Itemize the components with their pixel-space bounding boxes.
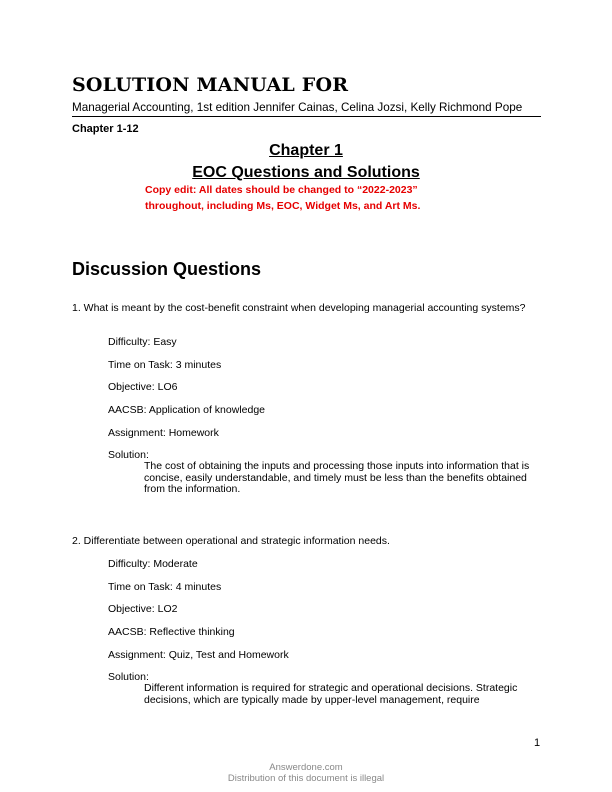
chapter-subtitle: EOC Questions and Solutions: [192, 164, 420, 181]
objective: Objective: LO2: [108, 603, 178, 615]
section-heading: Discussion Questions: [72, 259, 262, 279]
aacsb: AACSB: Application of knowledge: [108, 404, 266, 416]
time-on-task: Time on Task: 4 minutes: [108, 581, 222, 593]
aacsb: AACSB: Reflective thinking: [108, 626, 235, 638]
time-on-task: Time on Task: 3 minutes: [108, 359, 222, 371]
solution-label: Solution:: [108, 671, 149, 683]
difficulty: Difficulty: Easy: [108, 336, 177, 348]
chapter-title: Chapter 1: [269, 142, 343, 159]
subtitle-underline: [72, 116, 541, 117]
book-subtitle: Managerial Accounting, 1st edition Jennifer Cainas, Celina Jozsi, Kelly Richmond Pope: [72, 101, 523, 114]
difficulty: Difficulty: Moderate: [108, 558, 198, 570]
banner-title: SOLUTION MANUAL FOR: [72, 74, 349, 96]
footer-notice: Distribution of this document is illegal: [227, 773, 385, 784]
footer-site: Answerdone.com: [269, 762, 343, 773]
chapter-range: Chapter 1-12: [72, 123, 139, 135]
assignment: Assignment: Homework: [108, 427, 219, 439]
page-number: 1: [534, 737, 541, 749]
objective: Objective: LO6: [108, 381, 178, 393]
copy-edit-note-line2: throughout, including Ms, EOC, Widget Ms, and Art Ms.: [145, 200, 421, 212]
assignment: Assignment: Quiz, Test and Homework: [108, 649, 289, 661]
solution-text: The cost of obtaining the inputs and processing those inputs into information that is concise, easily understandable, and timely must be less than the benefits obtained from the information.: [144, 460, 530, 495]
copy-edit-note-line1: Copy edit: All dates should be changed to “2022-2023”: [145, 184, 418, 196]
question-text: 2. Differentiate between operational and strategic information needs.: [72, 535, 390, 547]
solution-text: Different information is required for strategic and operational decisions. Strategic decisions, which are typically made by upper-level management, require: [144, 682, 518, 706]
question-text: 1. What is meant by the cost-benefit constraint when developing managerial accounting systems?: [72, 302, 526, 314]
solution-label: Solution:: [108, 449, 149, 461]
